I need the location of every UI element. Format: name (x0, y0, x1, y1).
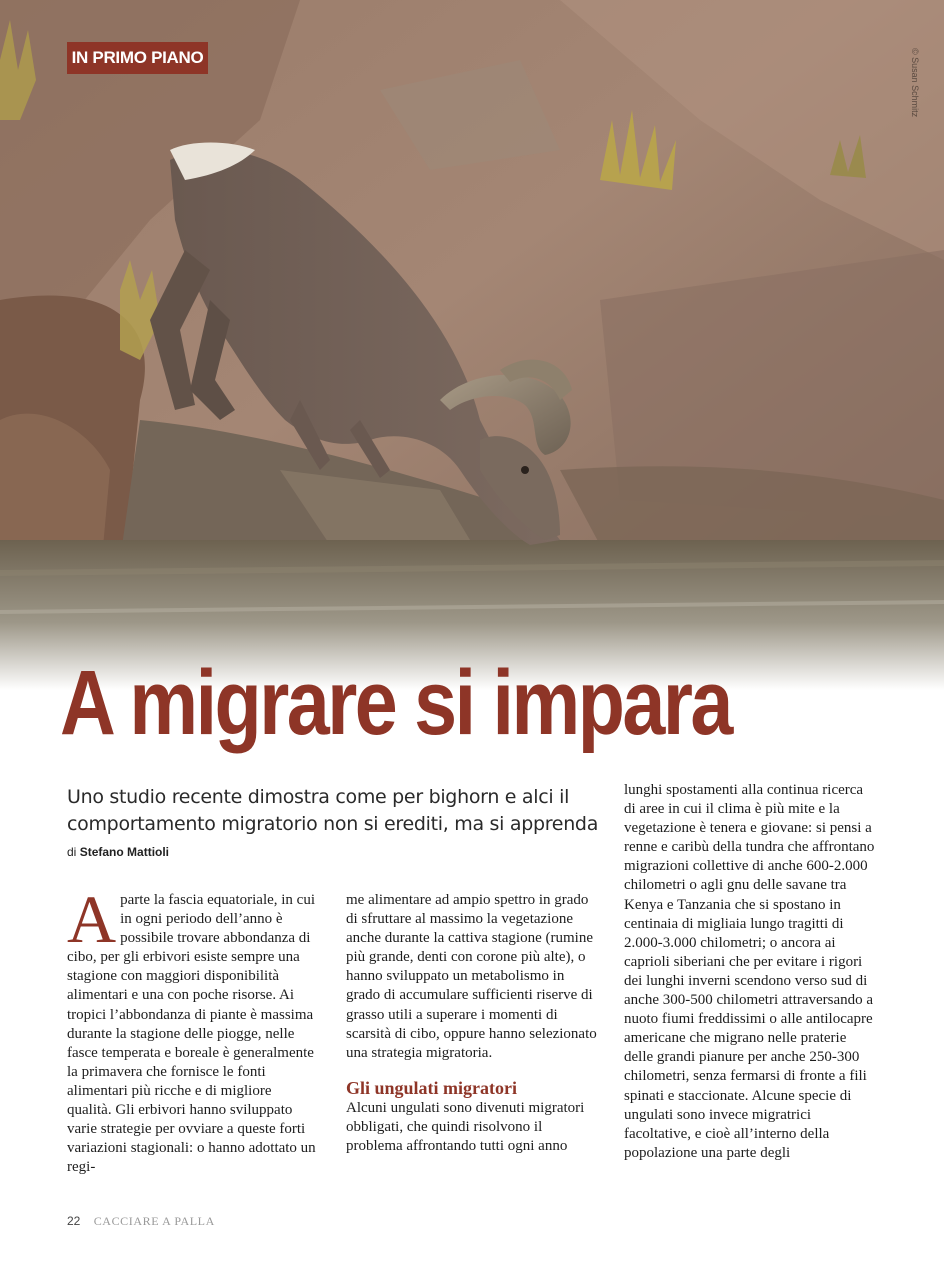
article-column-1 (67, 881, 319, 1177)
section-tag: IN PRIMO PIANO (67, 42, 208, 74)
column-1-text: parte la fascia equatoriale, in cui in ogni periodo dell’anno è possibile trovare abbondanza di cibo, per gli erbivori esiste sempre una stagione con maggiori disponibilità alimentari e una con poche risorse. Ai tropici l’abbondanza di piante è massima durante la stagione delle piogge, nelle fasce temperata e boreale è generalmente la primavera che fornisce le fonti alimentari più ricche e di migliore qualità. Gli erbivori hanno sviluppato varie strategie per ovviare a queste forti variazioni stagionali: o hanno adottato un regi- (67, 892, 316, 1176)
article-subtitle: Uno studio recente dimostra come per bighorn e alci il comportamento migratorio non si erediti, ma si apprenda (67, 786, 599, 835)
column-3-text: lunghi spostamenti alla continua ricerca di aree in cui il clima è più mite e la vegetazione è tenera e giovane: si pensi a renne e caribù della tundra che affrontano migrazioni collettive di anche 600-2.000 chilometri o agli gnu delle savane tra Kenya e Tanzania che si spostano in centinaia di migliaia lungo tragitti di 2.000-3.000 chilometri; o ancora ai caprioli siberiani che per evitare i rigori dei lunghi inverni scendono verso sud di anche 300-500 chilometri attraversando a nuoto fiumi freddissimi o alle antilocapre americane che migrano nelle praterie delle grandi pianure per anche 250-300 chilometri, senza fermarsi di fronte a fili spinati e staccionate. Alcune specie di ungulati sono invece migratrici facoltative, e cioè all’interno della popolazione una parte degli (624, 782, 875, 1161)
page-footer (67, 1213, 215, 1229)
photo-credit: © Susan Schmitz (910, 48, 920, 118)
byline-author: Stefano Mattioli (79, 845, 170, 859)
byline (67, 845, 367, 859)
page-number: 22 (67, 1214, 81, 1228)
article-column-3 (624, 781, 876, 1163)
column-2-text: me alimentare ad ampio spettro in grado di sfruttare al massimo la vegetazione anche durante la cattiva stagione (rumine più grande, denti con corone più alte), o hanno sviluppato un metabolismo in grado di accumulare sufficienti riserve di grasso utili a superare i momenti di scarsità di cibo, oppure hanno selezionato una strategia migratoria. (346, 892, 597, 1061)
section-subheading: Gli ungulati migratori (346, 1077, 517, 1098)
magazine-name: CACCIARE A PALLA (93, 1214, 215, 1228)
article-title: A migrare si impara (60, 652, 731, 754)
drop-cap: A (67, 881, 117, 957)
column-2-continued: Alcuni ungulati sono divenuti migratori obbligati, che quindi risolvono il problema affrontando tutti ogni anno (346, 1099, 585, 1155)
article-column-2 (346, 891, 598, 1156)
byline-prefix: di (67, 845, 77, 859)
